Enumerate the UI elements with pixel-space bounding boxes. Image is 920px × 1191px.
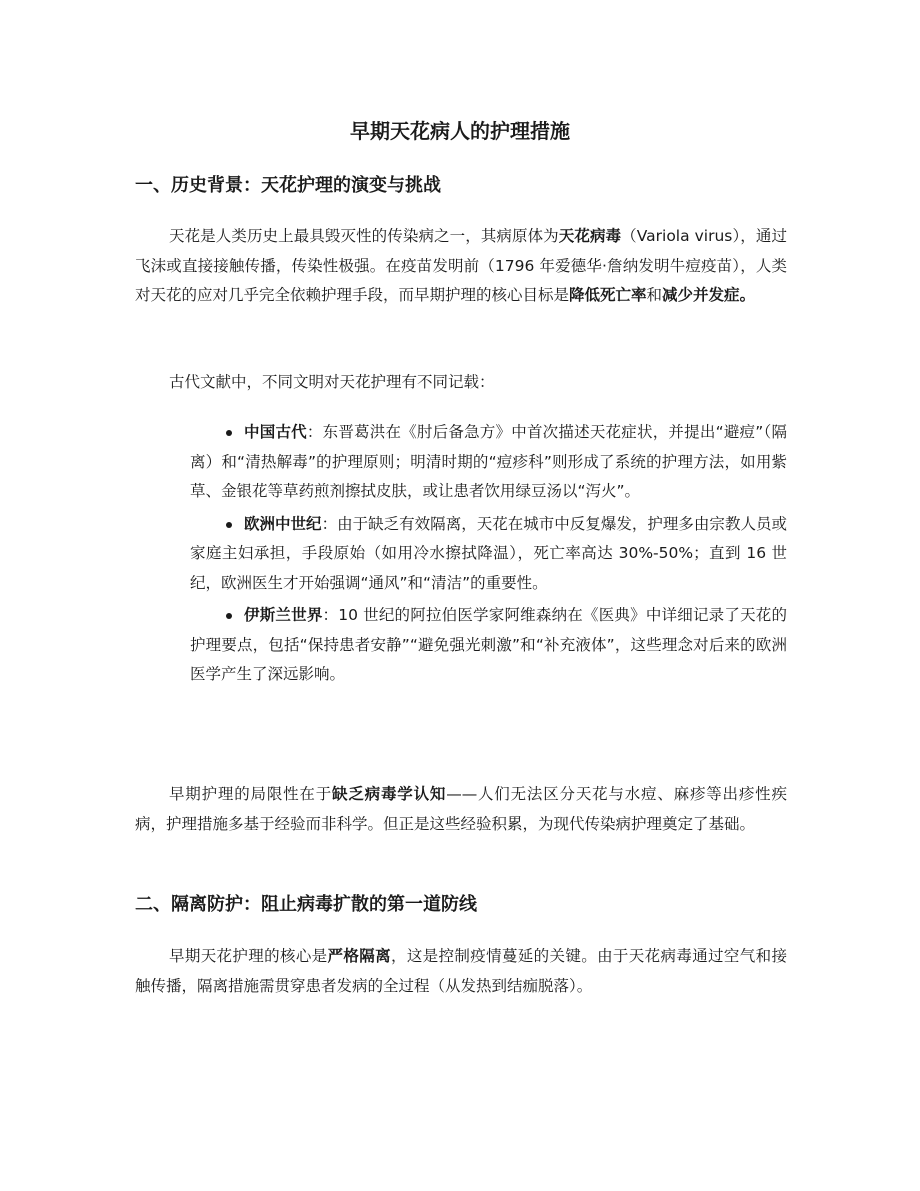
bullet-text: ：由于缺乏有效隔离，天花在城市中反复爆发，护理多由宗教人员或家庭主妇承担，手段原始（如用冷水擦拭降温），死亡率高达 30%-50%；直到 16 世纪，欧洲医生才开始强调“通风”和“清洁”的重要性。 <box>190 514 787 592</box>
bullet-text: ：东晋葛洪在《肘后备急方》中首次描述天花症状，并提出“避痘”（隔离）和“清热解毒”的护理原则；明清时期的“痘疹科”则形成了系统的护理方法，如用紫草、金银花等草药煎剂擦拭皮肤，或让患者饮用绿豆汤以“泻火”。 <box>190 423 787 500</box>
bullet-dot <box>226 430 232 436</box>
bullet-dot <box>226 522 232 528</box>
text-run: 和 <box>646 286 663 304</box>
section-1-paragraph-1 <box>135 222 787 311</box>
bullet-dot <box>226 613 232 619</box>
bold-term-complications: 减少并发症 <box>662 286 740 304</box>
bullet-label: 伊斯兰世界 <box>244 606 323 624</box>
text-run: ——人们无法区分天花与水痘、麻疹等出疹性疾病，护理措施多基于经验而非科学。但正是这些经验积累，为现代传染病护理奠定了基础。 <box>135 785 787 833</box>
bold-term-virology: 缺乏病毒学认知 <box>332 785 447 803</box>
bold-term-variola: 天花病毒 <box>558 227 622 245</box>
bold-term-mortality: 降低死亡率 <box>569 286 647 304</box>
text-run: （Variola virus），通过飞沫或直接接触传播，传染性极强。在疫苗发明前（1796 年爱德华·詹纳发明牛痘疫苗），人类对天花的应对几乎完全依赖护理手段，而早期护理的核心目标是 <box>135 227 787 304</box>
bullet-item-europe <box>190 510 787 599</box>
text-run: 早期天花护理的核心是 <box>169 947 328 965</box>
bullet-label: 欧洲中世纪 <box>244 514 322 533</box>
text-run: 天花是人类历史上最具毁灭性的传染病之一，其病原体为 <box>169 227 559 245</box>
bullet-text: ：10 世纪的阿拉伯医学家阿维森纳在《医典》中详细记录了天花的护理要点，包括“保持患者安静”“避免强光刺激”和“补充液体”，这些理念对后来的欧洲医学产生了深远影响。 <box>190 606 787 683</box>
document-title: 早期天花病人的护理措施 <box>350 119 570 143</box>
history-bullet-list <box>190 418 787 693</box>
bullet-item-islamic-world <box>190 601 787 690</box>
bold-term-isolation: 严格隔离 <box>327 947 391 965</box>
bullet-item-china <box>190 418 787 507</box>
section-2-paragraph-1 <box>135 942 787 1001</box>
bullet-label: 中国古代 <box>244 423 307 441</box>
section-1-heading: 一、历史背景：天花护理的演变与挑战 <box>135 175 441 196</box>
section-2-heading: 二、隔离防护：阻止病毒扩散的第一道防线 <box>135 894 477 915</box>
section-1-paragraph-2: 古代文献中，不同文明对天花护理有不同记载： <box>169 373 495 391</box>
section-1-paragraph-3 <box>135 780 787 839</box>
text-run: 早期护理的局限性在于 <box>169 785 333 803</box>
text-run: 。 <box>739 286 756 304</box>
text-run: ，这是控制疫情蔓延的关键。由于天花病毒通过空气和接触传播，隔离措施需贯穿患者发病的全过程（从发热到结痂脱落）。 <box>135 947 787 995</box>
